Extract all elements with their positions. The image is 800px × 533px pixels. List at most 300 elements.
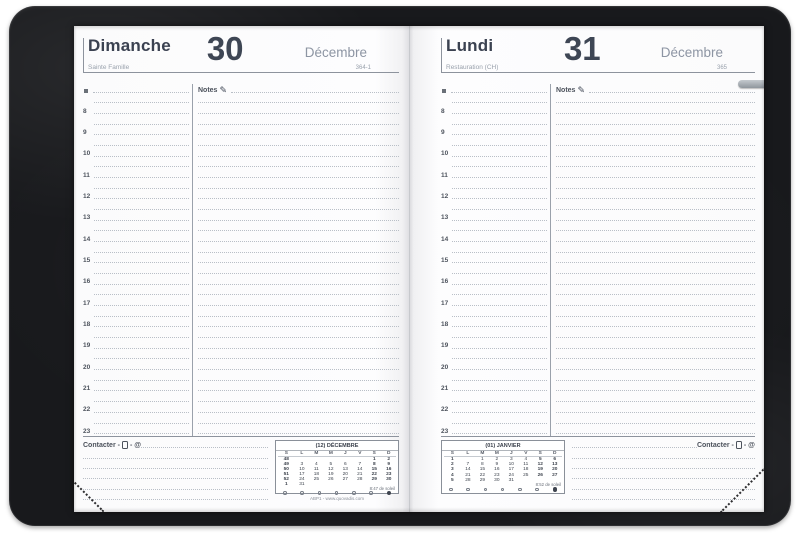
cal-cell: 12 [328, 466, 334, 472]
dotted-line [198, 358, 399, 359]
dotted-line [83, 489, 268, 490]
dotted-line [198, 262, 399, 263]
mini-calendar-grid [276, 451, 398, 487]
hour-label: 8 [83, 107, 87, 115]
cal-cell: 1 [372, 456, 376, 462]
dotted-line [556, 316, 755, 317]
day-name: Dimanche [88, 36, 171, 55]
dotted-line [452, 412, 547, 413]
note-line [556, 287, 755, 298]
dotted-line [452, 369, 547, 370]
dotted-line [198, 209, 399, 210]
cal-cell: 18 [523, 467, 529, 473]
dotted-line [198, 102, 399, 103]
dotted-line [556, 177, 755, 178]
moon-phase-icon [369, 491, 373, 495]
phone-icon [736, 441, 742, 449]
day-number: 30 [206, 30, 244, 67]
dotted-line [94, 433, 189, 434]
cal-cell: 19 [328, 471, 334, 477]
note-line [556, 159, 755, 170]
hour-row [83, 233, 189, 244]
dotted-line [94, 273, 189, 274]
cal-cell: 52 [283, 476, 289, 482]
cal-cell: 51 [283, 471, 289, 477]
bookmark-ribbon [738, 80, 764, 88]
note-line [198, 148, 399, 159]
mini-calendar-block [441, 440, 565, 502]
notes-column [551, 84, 755, 436]
hour-label: 12 [83, 192, 91, 200]
moon-phase-icon [335, 491, 339, 495]
hour-label: 14 [441, 235, 449, 243]
cal-cell: 49 [283, 461, 289, 467]
dotted-line [572, 468, 755, 469]
day-name: Lundi [446, 36, 494, 55]
half-hour-row [441, 351, 547, 362]
note-line [556, 404, 755, 415]
half-hour-row [83, 308, 189, 319]
dotted-line [94, 252, 189, 253]
dotted-line [94, 220, 189, 221]
cal-cell: 4 [450, 472, 454, 478]
dotted-line [452, 358, 547, 359]
hour-label: 13 [83, 214, 91, 222]
note-line [556, 233, 755, 244]
cal-cell: 7 [466, 462, 470, 468]
dotted-line [198, 316, 399, 317]
note-line [556, 308, 755, 319]
half-hour-row [83, 137, 189, 148]
note-line [198, 95, 399, 106]
dotted-line [452, 294, 547, 295]
schedule-top-row [83, 84, 189, 95]
dotted-line [83, 458, 268, 459]
cal-day-header: M [324, 451, 338, 457]
note-line [198, 244, 399, 255]
cal-cell: 25 [523, 472, 529, 478]
hour-label: 17 [441, 299, 449, 307]
cal-cell: 1 [450, 456, 454, 462]
note-line [556, 191, 755, 202]
cal-cell: 1 [284, 481, 288, 487]
dotted-line [231, 92, 399, 93]
day-of-year: 365 [716, 65, 727, 71]
note-line [198, 169, 399, 180]
dotted-line [452, 230, 547, 231]
half-hour-row [441, 287, 547, 298]
dotted-line [452, 156, 547, 157]
hour-label: 23 [441, 427, 449, 435]
cal-cell: 10 [299, 466, 305, 472]
dotted-line [94, 262, 189, 263]
dotted-line [94, 316, 189, 317]
contact-line [83, 471, 268, 481]
notes-header-row [556, 84, 755, 95]
page-header [83, 30, 399, 73]
note-line [556, 276, 755, 287]
cal-day-header: S [444, 451, 461, 457]
hour-label: 21 [83, 384, 91, 392]
half-hour-row [83, 351, 189, 362]
cal-day-header: M [490, 451, 504, 457]
dotted-line [198, 305, 399, 306]
notes-column [193, 84, 399, 436]
note-line [556, 351, 755, 362]
cal-cell: 23 [386, 471, 392, 477]
dotted-line [94, 369, 189, 370]
cal-cell: 50 [283, 466, 289, 472]
cal-cell: 18 [313, 471, 320, 477]
dotted-line [452, 262, 547, 263]
half-hour-row [441, 116, 547, 127]
cal-day-header: S [533, 451, 547, 457]
half-hour-row [83, 201, 189, 212]
cal-day-header: D [548, 451, 562, 457]
dotted-line [556, 124, 755, 125]
hour-label: 11 [441, 171, 448, 179]
month-label: Décembre [660, 45, 723, 60]
dotted-line [94, 102, 189, 103]
half-hour-row [83, 329, 189, 340]
publisher-note: ABP1 - www.quovadis.com [309, 496, 365, 501]
cal-day-header: M [475, 451, 489, 457]
dotted-line [452, 348, 547, 349]
cal-cell: 30 [386, 476, 392, 482]
hour-row [83, 404, 189, 415]
note-line [556, 223, 755, 234]
mini-calendar-title: (12) DÉCEMBRE [276, 441, 398, 451]
dotted-line [452, 284, 547, 285]
half-hour-row [83, 223, 189, 234]
dotted-line [198, 177, 399, 178]
saint-label: Sainte Famille [88, 64, 130, 71]
note-line [198, 340, 399, 351]
dotted-line [198, 113, 399, 114]
hour-row [441, 148, 547, 159]
dotted-line [94, 294, 189, 295]
dotted-line [452, 326, 547, 327]
dotted-line [452, 166, 547, 167]
cal-cell: 21 [357, 471, 363, 477]
half-hour-row [83, 372, 189, 383]
dotted-line [94, 198, 189, 199]
hour-label: 21 [441, 384, 449, 392]
page-header [441, 30, 755, 73]
note-line [198, 137, 399, 148]
phone-icon [122, 441, 128, 449]
half-hour-row [441, 393, 547, 404]
dotted-line [198, 380, 399, 381]
moon-phase-icon [300, 491, 304, 495]
cal-cell: 14 [357, 466, 363, 472]
cal-cell: 28 [357, 476, 363, 482]
hour-row [83, 361, 189, 372]
contact-line [572, 450, 755, 460]
dotted-line [94, 113, 189, 114]
hour-row [441, 426, 547, 437]
contact-label: Contacter - - @ [696, 441, 755, 449]
note-line [556, 297, 755, 308]
dotted-line [556, 358, 755, 359]
dotted-line [94, 390, 189, 391]
dotted-line [556, 102, 755, 103]
dotted-line [94, 423, 189, 424]
cal-cell: 6 [343, 461, 347, 467]
dotted-line [452, 433, 547, 434]
cal-cell: 31 [299, 481, 305, 487]
half-hour-row [441, 308, 547, 319]
dotted-line [556, 113, 755, 114]
note-line [198, 159, 399, 170]
dotted-line [452, 337, 547, 338]
cal-cell: 30 [494, 477, 500, 483]
dotted-line [94, 209, 189, 210]
contact-line [83, 481, 268, 491]
notes-label: Notes [198, 86, 218, 94]
cal-cell: 22 [371, 471, 377, 477]
contact-line [83, 461, 268, 471]
hour-row [441, 361, 547, 372]
cal-day-header: L [461, 451, 475, 457]
note-line [198, 287, 399, 298]
dotted-line [452, 220, 547, 221]
hour-label: 19 [441, 342, 449, 350]
cal-cell: 3 [450, 467, 454, 473]
note-line [556, 383, 755, 394]
cal-cell: 9 [387, 461, 391, 467]
dotted-line [556, 252, 755, 253]
dotted-line [198, 401, 399, 402]
note-line [556, 212, 755, 223]
dotted-line [94, 412, 189, 413]
note-line [556, 201, 755, 212]
half-hour-row [441, 372, 547, 383]
cal-day-header: V [353, 451, 367, 457]
moon-phase-icon [387, 491, 392, 496]
hour-label: 17 [83, 299, 91, 307]
dotted-line [452, 145, 547, 146]
cal-cell: 27 [552, 472, 558, 478]
hour-label: 20 [83, 363, 91, 371]
dotted-line [556, 305, 755, 306]
note-line [556, 116, 755, 127]
hour-label: 8 [441, 107, 445, 115]
half-hour-row [441, 223, 547, 234]
contact-line [572, 471, 755, 481]
dotted-line [198, 284, 399, 285]
dotted-line [452, 316, 547, 317]
dotted-line [556, 166, 755, 167]
dotted-line [556, 412, 755, 413]
hour-label: 12 [441, 192, 449, 200]
dotted-line [572, 489, 755, 490]
cal-cell: 15 [479, 467, 486, 473]
note-line [198, 255, 399, 266]
mini-calendar-footer [442, 483, 564, 493]
cal-cell: 1 [481, 456, 484, 462]
note-line [198, 383, 399, 394]
holiday-label: Restauration (CH) [446, 64, 499, 71]
dotted-line [93, 92, 189, 93]
dotted-line [556, 348, 755, 349]
dotted-line [94, 358, 189, 359]
dotted-line [556, 188, 755, 189]
note-line [556, 426, 755, 437]
hour-label: 16 [441, 278, 449, 286]
dotted-line [83, 468, 268, 469]
half-hour-row [441, 137, 547, 148]
note-line [198, 319, 399, 330]
dotted-line [452, 102, 547, 103]
hour-row [83, 426, 189, 437]
mini-calendar-title: (01) JANVIER [442, 441, 564, 451]
dotted-line [556, 433, 755, 434]
dotted-line [94, 337, 189, 338]
dotted-line [556, 145, 755, 146]
contact-row [83, 440, 268, 450]
dotted-line [452, 305, 547, 306]
hour-row [441, 297, 547, 308]
hour-label: 15 [441, 256, 449, 264]
contact-line [83, 450, 268, 460]
hour-row [83, 212, 189, 223]
dotted-line [452, 390, 547, 391]
footer-area [441, 440, 755, 502]
dotted-line [94, 166, 189, 167]
dotted-line [452, 113, 547, 114]
cal-cell: 2 [495, 456, 499, 462]
dotted-line [556, 220, 755, 221]
cal-cell: 8 [372, 461, 376, 467]
dotted-line [141, 447, 268, 448]
dotted-line [556, 241, 755, 242]
dotted-line [198, 326, 399, 327]
note-line [556, 372, 755, 383]
note-line [198, 426, 399, 437]
dotted-line [452, 252, 547, 253]
hour-row [83, 127, 189, 138]
cal-cell: 15 [371, 466, 377, 472]
dotted-line [94, 380, 189, 381]
note-line [198, 116, 399, 127]
dotted-line [452, 177, 547, 178]
cal-cell: 6 [553, 456, 557, 462]
hour-row [83, 319, 189, 330]
dotted-line [94, 401, 189, 402]
hour-row [441, 191, 547, 202]
cal-cell: 16 [494, 467, 500, 473]
note-line [198, 361, 399, 372]
note-line [198, 233, 399, 244]
hour-label: 10 [441, 150, 449, 158]
dotted-line [94, 326, 189, 327]
cal-cell: 22 [479, 472, 486, 478]
dotted-line [452, 188, 547, 189]
dotted-line [198, 390, 399, 391]
dotted-line [198, 273, 399, 274]
hour-label: 14 [83, 235, 91, 243]
contact-block [83, 440, 268, 502]
dotted-line [94, 188, 189, 189]
dotted-line [94, 145, 189, 146]
moon-phases-row [283, 491, 391, 496]
dotted-line [94, 177, 189, 178]
note-line [556, 329, 755, 340]
dotted-line [94, 134, 189, 135]
note-line [556, 319, 755, 330]
dotted-line [556, 380, 755, 381]
dotted-line [556, 390, 755, 391]
hour-row [83, 148, 189, 159]
hour-row [441, 169, 547, 180]
note-line [198, 393, 399, 404]
half-hour-row [83, 393, 189, 404]
dotted-line [556, 423, 755, 424]
hour-row [441, 127, 547, 138]
dotted-line [556, 284, 755, 285]
dotted-line [198, 198, 399, 199]
dotted-line [198, 166, 399, 167]
hour-label: 22 [441, 406, 449, 414]
contact-row [572, 440, 755, 450]
moon-phase-icon [466, 488, 470, 492]
cal-cell: 23 [494, 472, 500, 478]
dotted-line [556, 262, 755, 263]
cal-cell: 8 [481, 462, 484, 468]
cal-cell: 3 [300, 461, 304, 467]
note-line [556, 265, 755, 276]
dotted-line [198, 134, 399, 135]
hour-label: 10 [83, 150, 91, 158]
note-line [198, 180, 399, 191]
dotted-line [452, 241, 547, 242]
hour-label: 22 [83, 406, 91, 414]
moon-phase-icon [283, 491, 287, 495]
hour-label: 13 [441, 214, 449, 222]
cal-cell: 24 [299, 476, 305, 482]
note-line [198, 297, 399, 308]
dotted-line [94, 348, 189, 349]
moon-phase-icon [318, 491, 322, 495]
half-hour-row [441, 180, 547, 191]
hour-row [83, 191, 189, 202]
cal-cell: 16 [386, 466, 392, 472]
dotted-line [452, 124, 547, 125]
hour-row [441, 255, 547, 266]
dotted-line [556, 369, 755, 370]
cal-cell: 28 [465, 477, 471, 483]
dotted-line [94, 124, 189, 125]
cal-cell: 13 [552, 462, 558, 468]
note-line [198, 404, 399, 415]
cal-cell: 4 [315, 461, 318, 467]
note-line [556, 415, 755, 426]
half-hour-row [83, 287, 189, 298]
dotted-line [198, 156, 399, 157]
note-line [198, 265, 399, 276]
cal-cell: 14 [465, 467, 471, 473]
hour-label: 23 [83, 427, 91, 435]
dotted-line [556, 198, 755, 199]
hour-row [83, 340, 189, 351]
day-of-year: 364-1 [355, 65, 371, 71]
note-line [556, 244, 755, 255]
note-line [198, 276, 399, 287]
dotted-line [589, 92, 755, 93]
moon-phase-icon [449, 488, 453, 492]
day-number: 31 [563, 30, 601, 67]
